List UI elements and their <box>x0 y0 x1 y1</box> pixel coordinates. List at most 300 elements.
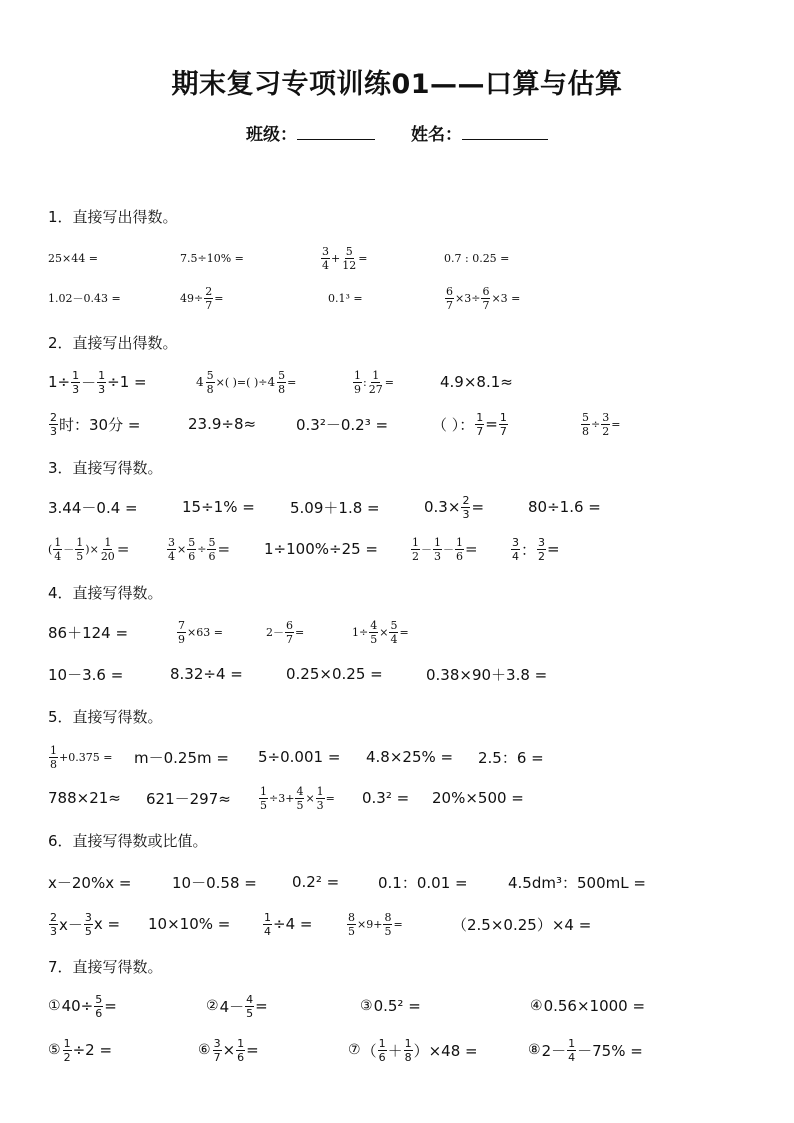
numerator: 4 <box>246 992 254 1006</box>
section-2-row-1 <box>0 360 794 404</box>
numerator: 5 <box>582 410 589 424</box>
numerator: 6 <box>482 284 490 298</box>
expression-text: = <box>325 791 335 805</box>
expression-text: = <box>393 917 403 931</box>
problem <box>320 236 367 280</box>
section-7-row-1 <box>0 984 794 1028</box>
problem: 86＋124 = <box>48 623 129 642</box>
fraction <box>481 286 490 311</box>
numerator: 5 <box>188 535 196 549</box>
denominator: 3 <box>50 424 57 438</box>
problem <box>196 360 296 404</box>
expression-text: : <box>363 375 367 389</box>
denominator: 3 <box>462 507 470 521</box>
expression-text: （ <box>361 1041 377 1060</box>
section-1-row-1 <box>0 236 794 280</box>
denominator: 5 <box>384 924 392 938</box>
numerator: 2 <box>50 410 57 424</box>
problem <box>528 1028 643 1072</box>
numerator: 2 <box>50 910 57 924</box>
problem: m－0.25m = <box>134 748 229 767</box>
numerator: 1 <box>98 368 106 382</box>
expression-text: = <box>217 540 231 558</box>
problem <box>352 360 394 404</box>
class-label: 班级： <box>246 125 298 145</box>
numerator: 1 <box>434 535 441 549</box>
fraction <box>259 786 268 811</box>
section-5-row-1 <box>0 735 794 779</box>
fraction <box>316 786 325 811</box>
fraction <box>167 537 176 562</box>
numerator: 3 <box>168 535 175 549</box>
expression-text: （ ）： <box>432 415 475 434</box>
expression-text: + <box>331 251 341 265</box>
denominator: 6 <box>95 1006 103 1020</box>
denominator: 6 <box>378 1050 386 1064</box>
problem: 0.7 : 0.25 = <box>444 251 510 265</box>
problem <box>258 776 335 820</box>
fraction <box>49 912 58 937</box>
problem: 10×10% = <box>148 915 231 933</box>
fraction <box>213 1038 222 1063</box>
expression-text: ÷1 = <box>107 373 147 391</box>
denominator: 3 <box>434 549 441 563</box>
expression-text: 0.56×1000 = <box>543 997 646 1015</box>
problem <box>352 610 409 654</box>
expression-text: +0.375 = <box>59 750 113 764</box>
class-blank <box>297 125 375 140</box>
problem <box>530 984 645 1028</box>
problem <box>266 610 304 654</box>
fraction <box>321 246 330 271</box>
expression-text: ⑥ <box>198 1042 211 1058</box>
problem: 23.9÷8≈ <box>188 415 257 433</box>
expression-text: = <box>255 997 268 1015</box>
name-label: 姓名： <box>410 125 462 145</box>
problem: 10－0.58 = <box>172 873 257 892</box>
problem: 8.32÷4 = <box>170 665 243 683</box>
numerator: 1 <box>260 784 267 798</box>
problem <box>48 984 117 1028</box>
denominator: 7 <box>476 424 484 438</box>
problem <box>48 360 147 404</box>
fraction <box>97 370 106 395</box>
expression-text: = <box>104 997 117 1015</box>
numerator: 1 <box>412 535 419 549</box>
fraction <box>455 537 464 562</box>
numerator: 1 <box>72 368 80 382</box>
problem: 4.5dm³：500mL = <box>508 873 646 892</box>
problem <box>432 402 509 446</box>
fraction <box>285 620 294 645</box>
expression-text: = <box>547 540 560 558</box>
fraction <box>369 620 378 645</box>
fraction <box>433 537 442 562</box>
denominator: 5 <box>84 924 92 938</box>
problem: 0.3²－0.2³ = <box>296 415 389 434</box>
denominator: 4 <box>168 549 175 563</box>
problem: 621－297≈ <box>146 789 231 808</box>
numerator: 3 <box>213 1036 221 1050</box>
fraction <box>461 495 470 520</box>
expression-text: － <box>63 543 75 556</box>
numerator: 1 <box>372 368 380 382</box>
fraction <box>53 537 62 562</box>
denominator: 7 <box>499 424 507 438</box>
fraction <box>75 537 84 562</box>
denominator: 3 <box>50 924 57 938</box>
expression-text: ）×48 = <box>413 1041 478 1060</box>
expression-text: = <box>465 540 478 558</box>
denominator: 8 <box>278 382 286 396</box>
fraction <box>84 912 93 937</box>
numerator: 5 <box>390 618 398 632</box>
problem <box>48 402 140 446</box>
expression-text: ÷3+ <box>269 791 295 805</box>
denominator: 8 <box>582 424 589 438</box>
section-3-row-1 <box>0 485 794 529</box>
denominator: 12 <box>342 258 357 272</box>
denominator: 9 <box>354 382 361 396</box>
expression-text: 1÷ <box>48 373 71 391</box>
expression-text: = <box>358 251 368 265</box>
numerator: 8 <box>384 910 392 924</box>
section-5-row-2 <box>0 776 794 820</box>
expression-text: ×3 = <box>491 291 521 305</box>
expression-text: ÷4 = <box>273 915 313 933</box>
denominator: 5 <box>260 798 267 812</box>
numerator: 5 <box>345 244 353 258</box>
fraction <box>295 786 304 811</box>
numerator: 3 <box>84 910 92 924</box>
denominator: 2 <box>412 549 419 563</box>
numerator: 5 <box>95 992 103 1006</box>
denominator: 2 <box>538 549 546 563</box>
problem <box>198 1028 259 1072</box>
fraction <box>475 412 484 437</box>
denominator: 5 <box>296 798 304 812</box>
fraction <box>445 286 454 311</box>
denominator: 6 <box>208 549 216 563</box>
fraction <box>94 994 103 1019</box>
expression-text: 0.3× <box>424 498 461 516</box>
fraction <box>207 537 216 562</box>
expression-text: 2－ <box>541 1041 567 1060</box>
problem: 3.44－0.4 = <box>48 498 138 517</box>
expression-text: = <box>485 415 498 433</box>
denominator: 6 <box>456 549 463 563</box>
expression-text: ① <box>48 998 61 1014</box>
denominator: 4 <box>568 1050 576 1064</box>
denominator: 27 <box>368 382 383 396</box>
expression-text: × <box>379 625 389 639</box>
expression-text: ÷ <box>197 542 207 556</box>
denominator: 7 <box>446 298 453 312</box>
problem: 25×44 = <box>48 251 98 265</box>
problem <box>180 276 223 320</box>
denominator: 20 <box>100 549 115 563</box>
problem <box>424 485 484 529</box>
section-3-heading: 3．直接写得数。 <box>48 459 163 477</box>
expression-text: ＋ <box>387 1041 403 1060</box>
name-blank <box>462 125 548 140</box>
numerator: 1 <box>264 910 271 924</box>
fraction <box>263 912 272 937</box>
section-1-row-2 <box>0 276 794 320</box>
problem: 788×21≈ <box>48 789 121 807</box>
problem: 0.25×0.25 = <box>286 665 383 683</box>
expression-text: 49÷ <box>180 291 204 305</box>
section-4-row-2 <box>0 652 794 696</box>
denominator: 4 <box>322 258 329 272</box>
problem <box>510 527 560 571</box>
fraction <box>177 620 186 645</box>
expression-text: －75% = <box>577 1041 643 1060</box>
numerator: 6 <box>446 284 453 298</box>
numerator: 4 <box>296 784 304 798</box>
expression-text: 1÷ <box>352 625 369 639</box>
denominator: 7 <box>213 1050 221 1064</box>
mixed-number <box>267 370 287 395</box>
fraction <box>567 1038 576 1063</box>
numerator: 1 <box>568 1036 576 1050</box>
denominator: 2 <box>63 1050 71 1064</box>
numerator: 3 <box>602 410 610 424</box>
expression-text: 2－ <box>266 626 284 639</box>
fraction <box>411 537 420 562</box>
expression-text: ×3÷ <box>455 291 481 305</box>
expression-text: ② <box>206 998 219 1014</box>
denominator: 6 <box>237 1050 245 1064</box>
expression-text: x－ <box>59 915 83 934</box>
numerator: 1 <box>354 368 361 382</box>
expression-text: 0.5² = <box>373 997 421 1015</box>
section-5-heading: 5．直接写得数。 <box>48 708 163 726</box>
denominator: 5 <box>370 632 378 646</box>
fraction <box>341 246 357 271</box>
numerator: 1 <box>456 535 463 549</box>
problem: 20%×500 = <box>432 789 524 807</box>
problem: 4.9×8.1≈ <box>440 373 513 391</box>
problem <box>206 984 268 1028</box>
numerator: 1 <box>499 410 507 424</box>
fraction <box>71 370 80 395</box>
expression-text: 时：30分 = <box>59 415 141 434</box>
fraction <box>404 1038 413 1063</box>
fraction <box>368 370 384 395</box>
denominator: 4 <box>54 549 62 563</box>
fraction <box>537 537 546 562</box>
expression-text: ： <box>521 540 537 559</box>
expression-text: 40÷ <box>61 997 94 1015</box>
fraction <box>277 370 286 395</box>
problem: 0.3² = <box>362 789 410 807</box>
section-1-heading: 1．直接写出得数。 <box>48 208 178 226</box>
denominator: 3 <box>72 382 80 396</box>
fraction <box>236 1038 245 1063</box>
section-2-heading: 2．直接写出得数。 <box>48 334 178 352</box>
fraction <box>353 370 362 395</box>
numerator: 4 <box>370 618 378 632</box>
expression-text: － <box>443 543 454 556</box>
denominator: 6 <box>188 549 196 563</box>
expression-text: × <box>177 542 187 556</box>
expression-text: × <box>305 791 315 805</box>
section-4-row-1 <box>0 610 794 654</box>
expression-text: ④ <box>530 998 543 1014</box>
denominator: 5 <box>246 1006 254 1020</box>
problem: 5.09＋1.8 = <box>290 498 380 517</box>
expression-text: ×63 = <box>187 625 223 639</box>
denominator: 7 <box>205 298 213 312</box>
numerator: 1 <box>378 1036 386 1050</box>
expression-text: 4－ <box>219 997 245 1016</box>
problem <box>444 276 520 320</box>
numerator: 1 <box>476 410 484 424</box>
problem <box>48 902 120 946</box>
expression-text: ③ <box>360 998 373 1014</box>
numerator: 1 <box>404 1036 412 1050</box>
problem <box>166 527 230 571</box>
problem <box>48 1028 112 1072</box>
section-4-heading: 4．直接写得数。 <box>48 584 163 602</box>
problem <box>48 735 112 779</box>
fraction <box>245 994 254 1019</box>
fraction <box>511 537 520 562</box>
numerator: 3 <box>512 535 519 549</box>
expression-text: = <box>471 498 485 516</box>
numerator: 7 <box>178 618 185 632</box>
expression-text: = <box>214 291 224 305</box>
expression-text: ⑦ <box>348 1042 361 1058</box>
denominator: 4 <box>390 632 398 646</box>
expression-text: = <box>295 625 305 639</box>
numerator: 1 <box>54 535 62 549</box>
expression-text: )× <box>85 542 99 556</box>
mixed-number <box>196 370 216 395</box>
denominator: 3 <box>98 382 106 396</box>
problem <box>580 402 620 446</box>
fraction <box>581 412 590 437</box>
expression-text: ÷ <box>591 417 601 431</box>
expression-text: ⑧ <box>528 1042 541 1058</box>
numerator: 5 <box>208 535 216 549</box>
problem: 10－3.6 = <box>48 665 124 684</box>
mixed-number: 4 <box>196 375 204 389</box>
problem <box>346 902 403 946</box>
fraction <box>347 912 356 937</box>
fraction <box>383 912 392 937</box>
problem <box>262 902 312 946</box>
fraction <box>206 370 215 395</box>
problem: （2.5×0.25）×4 = <box>452 915 592 934</box>
fraction <box>499 412 508 437</box>
problem: 80÷1.6 = <box>528 498 601 516</box>
numerator: 1 <box>104 535 112 549</box>
numerator: 1 <box>237 1036 245 1050</box>
section-6-row-2 <box>0 902 794 946</box>
section-6-heading: 6．直接写得数或比值。 <box>48 832 208 850</box>
denominator: 8 <box>206 382 214 396</box>
numerator: 1 <box>63 1036 71 1050</box>
problem <box>348 1028 478 1072</box>
fraction <box>187 537 196 562</box>
expression-text: = <box>384 375 394 389</box>
expression-text: = <box>246 1041 259 1059</box>
problem: 1÷100%÷25 = <box>264 540 378 558</box>
expression-text: x = <box>93 915 121 933</box>
fraction <box>389 620 398 645</box>
fraction <box>601 412 610 437</box>
problem: x－20%x = <box>48 873 132 892</box>
fraction <box>49 745 58 770</box>
denominator: 2 <box>602 424 610 438</box>
problem: 0.2² = <box>292 873 340 891</box>
fraction <box>378 1038 387 1063</box>
expression-text: ×( )=( )÷ <box>215 375 268 389</box>
fraction <box>204 286 213 311</box>
problem: 0.1：0.01 = <box>378 873 468 892</box>
fraction <box>49 412 58 437</box>
section-3-row-2 <box>0 527 794 571</box>
problem: 1.02－0.43 = <box>48 292 121 305</box>
problem <box>48 527 129 571</box>
expression-text: － <box>81 373 97 392</box>
denominator: 8 <box>50 757 57 771</box>
problem: 4.8×25% = <box>366 748 454 766</box>
expression-text: － <box>421 543 432 556</box>
denominator: 7 <box>286 632 293 646</box>
section-7-row-2 <box>0 1028 794 1072</box>
numerator: 3 <box>538 535 546 549</box>
expression-text: = <box>116 540 130 558</box>
denominator: 8 <box>404 1050 412 1064</box>
problem <box>410 527 478 571</box>
mixed-number: 4 <box>267 375 276 389</box>
problem: 7.5÷10% = <box>180 251 244 265</box>
denominator: 9 <box>178 632 185 646</box>
numerator: 2 <box>462 493 470 507</box>
numerator: 1 <box>316 784 324 798</box>
numerator: 5 <box>278 368 286 382</box>
numerator: 2 <box>205 284 213 298</box>
expression-text: ÷2 = <box>72 1041 113 1059</box>
denominator: 4 <box>264 924 271 938</box>
problem: 2.5：6 = <box>478 748 544 767</box>
numerator: 1 <box>50 743 57 757</box>
page-title: 期末复习专项训练01——口算与估算 <box>171 69 623 100</box>
section-6-row-1 <box>0 860 794 904</box>
problem: 0.1³ = <box>328 291 363 305</box>
numerator: 5 <box>206 368 214 382</box>
fraction <box>100 537 116 562</box>
numerator: 6 <box>286 618 293 632</box>
numerator: 1 <box>76 535 84 549</box>
numerator: 8 <box>348 910 355 924</box>
problem: 0.38×90＋3.8 = <box>426 665 548 684</box>
denominator: 7 <box>482 298 490 312</box>
expression-text: = <box>287 375 297 389</box>
problem: 5÷0.001 = <box>258 748 341 766</box>
denominator: 4 <box>512 549 519 563</box>
expression-text: × <box>222 1041 236 1059</box>
fraction <box>63 1038 72 1063</box>
problem: 15÷1% = <box>182 498 255 516</box>
expression-text: ×9+ <box>357 917 383 931</box>
problem <box>360 984 421 1028</box>
denominator: 3 <box>316 798 324 812</box>
denominator: 5 <box>76 549 84 563</box>
